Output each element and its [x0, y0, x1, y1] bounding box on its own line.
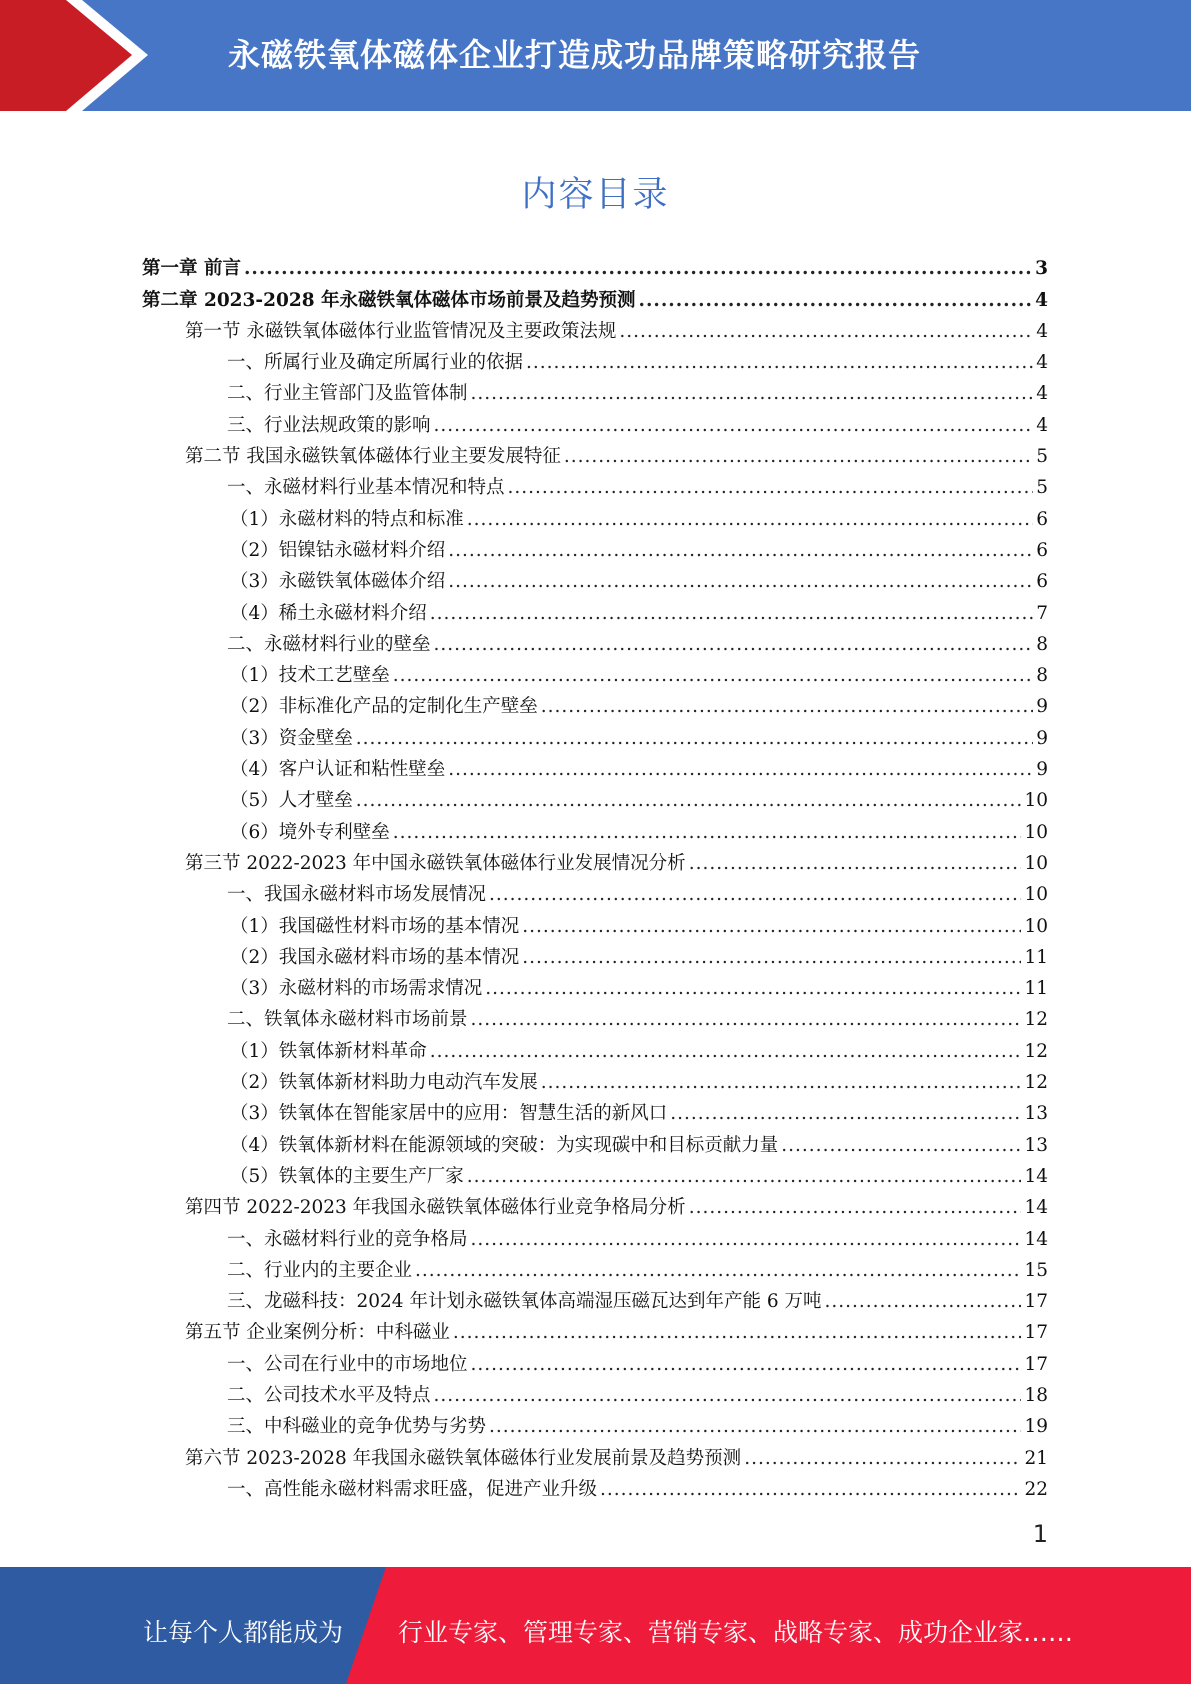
toc-entry-page: 5 [1036, 477, 1048, 499]
toc-entry[interactable] [142, 1286, 1048, 1317]
toc-leader-dots [489, 1411, 1021, 1442]
toc-leader-dots [526, 347, 1033, 378]
toc-entry-page: 13 [1024, 1103, 1048, 1125]
toc-entry-page: 12 [1024, 1040, 1048, 1062]
toc-entry[interactable] [142, 1223, 1048, 1254]
toc-entry-page: 8 [1036, 665, 1048, 687]
toc-entry-page: 9 [1036, 759, 1048, 781]
toc-entry-title: （2）非标准化产品的定制化生产壁垒 [230, 696, 538, 718]
toc-entry-title: （1）永磁材料的特点和标准 [230, 508, 464, 530]
toc-entry-page: 8 [1036, 633, 1048, 655]
toc-entry-title: 三、龙磁科技：2024 年计划永磁铁氧体高端湿压磁瓦达到年产能 6 万吨 [227, 1291, 822, 1313]
toc-leader-dots [471, 378, 1034, 409]
toc-leader-dots [825, 1286, 1022, 1317]
footer-slogan-right: 行业专家、管理专家、营销专家、战略专家、成功企业家…… [398, 1618, 1074, 1647]
toc-entry-title: （4）铁氧体新材料在能源领域的突破：为实现碳中和目标贡献力量 [230, 1134, 779, 1156]
toc-leader-dots [489, 879, 1021, 910]
toc-leader-dots [600, 1474, 1021, 1505]
toc-leader-dots [356, 785, 1022, 816]
toc-entry[interactable] [142, 1380, 1048, 1411]
toc-leader-dots [356, 723, 1033, 754]
toc-entry-page: 4 [1035, 289, 1048, 311]
toc-entry[interactable] [142, 472, 1048, 503]
toc-leader-dots [448, 535, 1033, 566]
toc-entry[interactable] [142, 347, 1048, 378]
footer-banner [0, 1567, 1191, 1684]
page-number: 1 [1032, 1520, 1048, 1548]
toc-entry-title: 三、中科磁业的竞争优势与劣势 [227, 1416, 487, 1438]
toc-entry-page: 3 [1035, 258, 1048, 280]
toc-entry[interactable] [142, 1035, 1048, 1066]
toc-leader-dots [619, 316, 1033, 347]
toc-entry-page: 14 [1024, 1228, 1048, 1250]
toc-entry-page: 9 [1036, 727, 1048, 749]
toc-entry-page: 18 [1024, 1384, 1048, 1406]
toc-entry[interactable] [142, 660, 1048, 691]
toc-entry-title: 二、行业内的主要企业 [227, 1259, 413, 1281]
toc-leader-dots [639, 285, 1033, 316]
toc-entry-page: 7 [1036, 602, 1048, 624]
toc-leader-dots [430, 598, 1033, 629]
toc-entry-title: 一、高性能永磁材料需求旺盛，促进产业升级 [227, 1478, 598, 1500]
toc-entry-title: 第六节 2023-2028 年我国永磁铁氧体磁体行业发展前景及趋势预测 [185, 1447, 742, 1469]
toc-entry-title: （3）永磁铁氧体磁体介绍 [230, 571, 446, 593]
toc-entry-title: （3）铁氧体在智能家居中的应用：智慧生活的新风口 [230, 1103, 668, 1125]
toc-entry[interactable] [142, 503, 1048, 534]
toc-leader-dots [471, 1004, 1022, 1035]
toc-entry-title: 二、行业主管部门及监管体制 [227, 383, 468, 405]
toc-entry[interactable] [142, 535, 1048, 566]
toc-entry-title: 第二节 我国永磁铁氧体磁体行业主要发展特征 [185, 446, 561, 468]
toc-leader-dots [744, 1443, 1021, 1474]
toc-entry-title: 第四节 2022-2023 年我国永磁铁氧体磁体行业竞争格局分析 [185, 1197, 686, 1219]
toc-entry-title: 一、我国永磁材料市场发展情况 [227, 884, 487, 906]
footer-slogan-left: 让每个人都能成为 [143, 1618, 344, 1647]
toc-entry[interactable] [142, 1098, 1048, 1129]
toc-entry-page: 5 [1036, 446, 1048, 468]
toc-entry-page: 19 [1024, 1416, 1048, 1438]
toc-entry-page: 10 [1024, 790, 1048, 812]
toc-leader-dots [670, 1098, 1021, 1129]
toc-entry-title: 第二章 2023-2028 年永磁铁氧体磁体市场前景及趋势预测 [142, 289, 636, 311]
toc-entry[interactable] [142, 785, 1048, 816]
toc-entry[interactable] [142, 378, 1048, 409]
toc-entry-page: 17 [1024, 1291, 1048, 1313]
toc-leader-dots [689, 848, 1022, 879]
toc-entry-page: 6 [1036, 571, 1048, 593]
toc-entry-page: 10 [1024, 852, 1048, 874]
toc-entry[interactable] [142, 879, 1048, 910]
toc-entry-page: 10 [1024, 915, 1048, 937]
toc-entry[interactable] [142, 441, 1048, 472]
toc-entry[interactable] [142, 691, 1048, 722]
toc-entry-title: 第一节 永磁铁氧体磁体行业监管情况及主要政策法规 [185, 320, 617, 342]
toc-entry-title: 一、公司在行业中的市场地位 [227, 1353, 468, 1375]
toc-leader-dots [415, 1255, 1021, 1286]
toc-entry-page: 4 [1036, 383, 1048, 405]
toc-entry[interactable] [142, 910, 1048, 941]
toc-entry-page: 9 [1036, 696, 1048, 718]
toc-leader-dots [393, 660, 1033, 691]
toc-entry[interactable] [142, 253, 1048, 284]
toc-entry-title: 三、行业法规政策的影响 [227, 414, 431, 436]
toc-entry[interactable] [142, 409, 1048, 440]
toc-entry[interactable] [142, 816, 1048, 847]
toc-entry[interactable] [142, 1004, 1048, 1035]
toc-entry-title: 一、永磁材料行业的竞争格局 [227, 1228, 468, 1250]
toc-leader-dots [541, 691, 1033, 722]
toc-entry-title: 第一章 前言 [142, 258, 241, 280]
toc-leader-dots [448, 754, 1033, 785]
toc-entry-title: 一、永磁材料行业基本情况和特点 [227, 477, 505, 499]
toc-entry-title: （1）我国磁性材料市场的基本情况 [230, 915, 520, 937]
toc-entry[interactable] [142, 1411, 1048, 1442]
toc-leader-dots [522, 942, 1021, 973]
toc-entry-page: 6 [1036, 508, 1048, 530]
toc-leader-dots [467, 1161, 1022, 1192]
toc-leader-dots [393, 817, 1022, 848]
toc-entry[interactable] [142, 754, 1048, 785]
toc-leader-dots [522, 911, 1021, 942]
report-title: 永磁铁氧体磁体企业打造成功品牌策略研究报告 [228, 36, 922, 74]
toc-entry-title: （4）客户认证和粘性壁垒 [230, 759, 446, 781]
toc-entry-page: 17 [1024, 1322, 1048, 1344]
toc-entry-title: 第五节 企业案例分析：中科磁业 [185, 1322, 450, 1344]
toc-leader-dots [471, 1349, 1022, 1380]
toc-entry-title: 二、永磁材料行业的壁垒 [227, 633, 431, 655]
toc-entry[interactable] [142, 629, 1048, 660]
toc-entry[interactable] [142, 973, 1048, 1004]
toc-entry-page: 6 [1036, 539, 1048, 561]
toc-entry-title: （3）资金壁垒 [230, 727, 353, 749]
toc-leader-dots [434, 1380, 1022, 1411]
toc-leader-dots [471, 1224, 1022, 1255]
toc-entry[interactable] [142, 1442, 1048, 1473]
toc-entry-page: 14 [1024, 1165, 1048, 1187]
toc-leader-dots [430, 1036, 1022, 1067]
toc-entry-page: 12 [1024, 1072, 1048, 1094]
toc-entry-page: 4 [1036, 414, 1048, 436]
toc-entry-title: （3）永磁材料的市场需求情况 [230, 978, 483, 1000]
toc-entry[interactable] [142, 722, 1048, 753]
toc-entry-page: 21 [1024, 1447, 1048, 1469]
toc-entry[interactable] [142, 597, 1048, 628]
toc-leader-dots [508, 472, 1034, 503]
toc-entry-page: 13 [1024, 1134, 1048, 1156]
toc-heading: 内容目录 [521, 175, 670, 215]
toc-entry-title: 二、铁氧体永磁材料市场前景 [227, 1009, 468, 1031]
toc-entry[interactable] [142, 1255, 1048, 1286]
toc-entry-page: 10 [1024, 821, 1048, 843]
toc-entry-title: （2）铁氧体新材料助力电动汽车发展 [230, 1072, 538, 1094]
toc-entry-title: （4）稀土永磁材料介绍 [230, 602, 427, 624]
toc-leader-dots [467, 504, 1033, 535]
toc-entry-title: 一、所属行业及确定所属行业的依据 [227, 352, 524, 374]
toc-entry-page: 4 [1036, 352, 1048, 374]
toc-entry[interactable] [142, 1129, 1048, 1160]
toc-entry-page: 4 [1036, 320, 1048, 342]
table-of-contents [142, 253, 1048, 1505]
toc-entry-page: 17 [1024, 1353, 1048, 1375]
toc-entry[interactable] [142, 942, 1048, 973]
toc-entry-page: 12 [1024, 1009, 1048, 1031]
toc-entry[interactable] [142, 1161, 1048, 1192]
toc-entry-title: （1）铁氧体新材料革命 [230, 1040, 427, 1062]
toc-entry[interactable] [142, 848, 1048, 879]
header-banner [0, 0, 1191, 111]
toc-leader-dots [689, 1192, 1022, 1223]
toc-entry-page: 15 [1024, 1259, 1048, 1281]
toc-leader-dots [448, 566, 1033, 597]
toc-leader-dots [434, 410, 1034, 441]
toc-entry[interactable] [142, 566, 1048, 597]
toc-entry[interactable] [142, 1317, 1048, 1348]
toc-leader-dots [564, 441, 1033, 472]
toc-leader-dots [541, 1067, 1022, 1098]
toc-entry[interactable] [142, 316, 1048, 347]
toc-leader-dots [434, 629, 1034, 660]
toc-leader-dots [453, 1317, 1022, 1348]
toc-entry-page: 11 [1024, 978, 1048, 1000]
toc-leader-dots [244, 253, 1032, 284]
toc-entry-title: （2）铝镍钴永磁材料介绍 [230, 539, 446, 561]
toc-entry-title: （5）人才壁垒 [230, 790, 353, 812]
toc-entry-title: （5）铁氧体的主要生产厂家 [230, 1165, 464, 1187]
toc-entry[interactable] [142, 1348, 1048, 1379]
toc-entry-title: 二、公司技术水平及特点 [227, 1384, 431, 1406]
toc-entry-page: 22 [1024, 1478, 1048, 1500]
toc-entry-title: 第三节 2022-2023 年中国永磁铁氧体磁体行业发展情况分析 [185, 852, 686, 874]
toc-entry-page: 10 [1024, 884, 1048, 906]
toc-entry[interactable] [142, 1474, 1048, 1505]
toc-entry[interactable] [142, 284, 1048, 315]
toc-entry[interactable] [142, 1067, 1048, 1098]
toc-entry-title: （2）我国永磁材料市场的基本情况 [230, 946, 520, 968]
toc-entry[interactable] [142, 1192, 1048, 1223]
toc-entry-title: （6）境外专利壁垒 [230, 821, 390, 843]
toc-entry-title: （1）技术工艺壁垒 [230, 665, 390, 687]
toc-leader-dots [781, 1130, 1021, 1161]
toc-leader-dots [485, 973, 1021, 1004]
toc-entry-page: 14 [1024, 1197, 1048, 1219]
toc-entry-page: 11 [1024, 946, 1048, 968]
